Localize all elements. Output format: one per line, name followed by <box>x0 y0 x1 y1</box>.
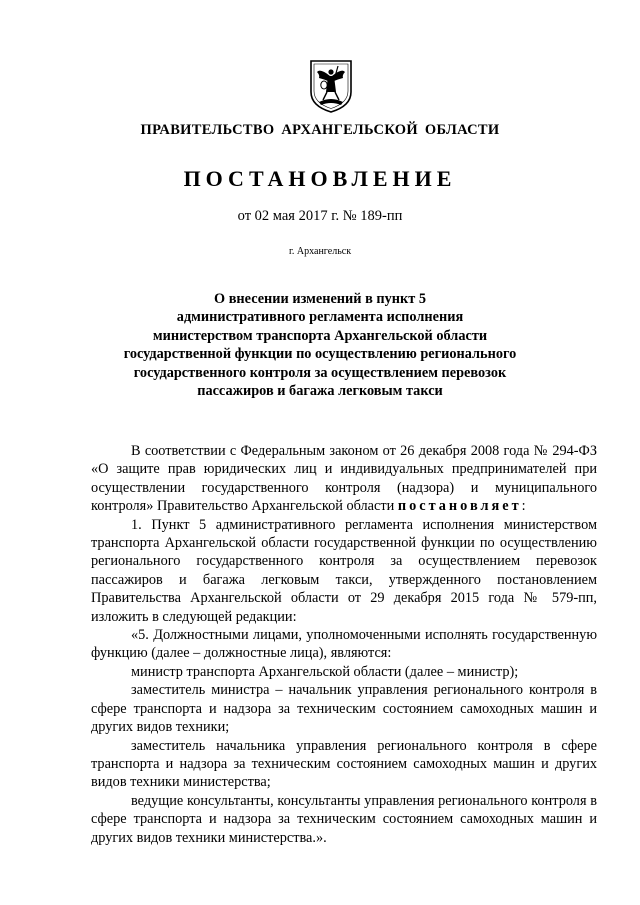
item-1-paragraph: 1. Пункт 5 административного регламента исполнения министерством транспорта Архангельской области государственной функции по осуществлению регионального государственного контроля за осуществлением перевозок пассажиров и багажа легковым такси, утвержденного постановлением Правительства Архангельской области от 29 декабря 2015 года № 579-пп, изложить в следующей редакции: <box>91 516 597 625</box>
preamble-text: В соответствии с Федеральным законом от 26 декабря 2008 года № 294-ФЗ «О защите прав юридических лиц и индивидуальных предпринимателей при осуществлении государственного контроля (надзора) и муниципального контроля» Правительство Архангельской области <box>91 443 597 515</box>
decree-word: постановляет <box>397 498 522 515</box>
official-item: заместитель министра – начальник управления регионального контроля в сфере транспорта и надзора за техническим состоянием самоходных машин и других видов техники; <box>91 682 597 736</box>
document-type: ПОСТАНОВЛЕНИЕ <box>183 166 457 191</box>
title-line: административного регламента исполнения <box>176 309 464 326</box>
document-body <box>91 442 597 847</box>
official-item: заместитель начальника управления регионального контроля в сфере транспорта и надзора за техническим состоянием самоходных машин и других видов техники министерства; <box>91 737 597 791</box>
title-line: министерством транспорта Архангельской области <box>152 327 488 344</box>
official-item: министр транспорта Архангельской области (далее – министр); <box>131 663 519 680</box>
document-title <box>90 290 550 400</box>
coat-of-arms-icon <box>308 58 354 114</box>
document-date-number: от 02 мая 2017 г. № 189-пп <box>237 208 403 224</box>
preamble-paragraph <box>91 442 597 516</box>
quote-intro-paragraph: «5. Должностными лицами, уполномоченными исполнять государственную функцию (далее – должностные лица), являются: <box>91 627 597 662</box>
official-item: ведущие консультанты, консультанты управления регионального контроля в сфере транспорта и надзора за техническим состоянием самоходных машин и других видов техники министерства.». <box>91 792 597 846</box>
decree-colon: : <box>521 498 526 515</box>
title-line: государственного контроля за осуществлением перевозок <box>133 364 507 381</box>
title-line: государственной функции по осуществлению регионального <box>123 346 517 363</box>
document-city: г. Архангельск <box>288 246 352 257</box>
title-line: пассажиров и багажа легковым такси <box>197 383 443 400</box>
organization-name: ПРАВИТЕЛЬСТВО АРХАНГЕЛЬСКОЙ ОБЛАСТИ <box>140 122 500 138</box>
title-line: О внесении изменений в пункт 5 <box>214 291 426 307</box>
